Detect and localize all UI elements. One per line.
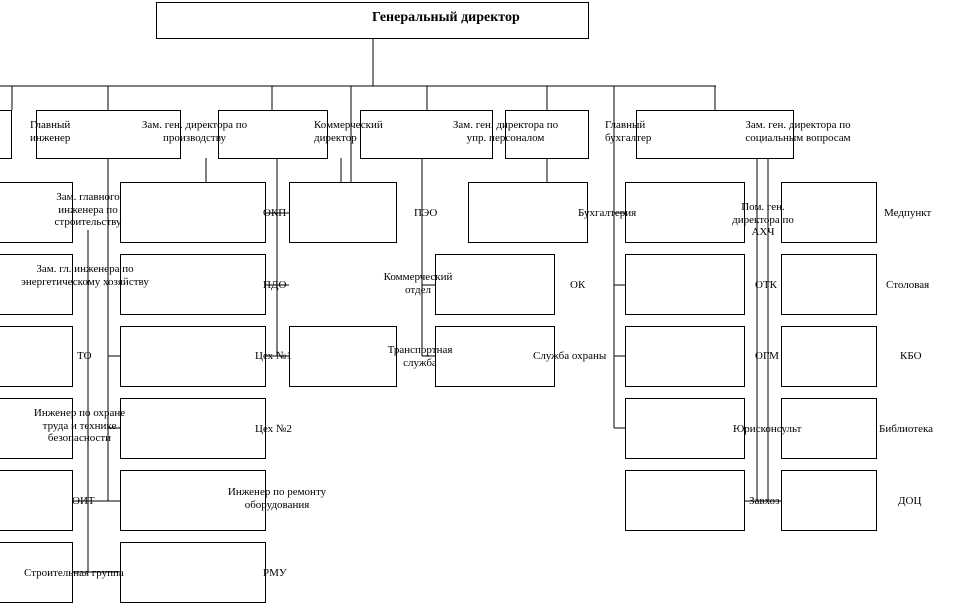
col5-label-1: Пом. ген. директора по АХЧ [732, 201, 794, 238]
col5-box-5 [625, 470, 745, 531]
col6-box-1 [781, 182, 877, 243]
col1-label-1: Зам. главного инженера по строительству [54, 191, 122, 228]
chief-accountant-label: Главный бухгалтер [605, 119, 652, 144]
deputy-production-label: Зам. ген. директора по производству [141, 119, 248, 144]
col4-box-1 [468, 182, 588, 243]
col2-label-2: ПДО [263, 279, 287, 291]
col4-box-2 [435, 254, 555, 315]
col1-label-5: ОИТ [72, 495, 95, 507]
col1-label-4: Инженер по охране труда и технике безопасности [33, 407, 126, 444]
col6-label-2: Столовая [886, 279, 930, 291]
col5-box-2 [625, 254, 745, 315]
deputy-management-label: Зам. ген. директора по упр. персоналом [452, 119, 559, 144]
chief-engineer-label: Главный инженер [30, 119, 71, 144]
col3-label-1: ПЭО [414, 207, 438, 219]
col2-box-1 [120, 182, 266, 243]
col2-box-6 [120, 542, 266, 603]
col5-box-3 [625, 326, 745, 387]
col5-label-2: ОТК [755, 279, 777, 291]
col2-box-3 [120, 326, 266, 387]
col2-box-4 [120, 398, 266, 459]
col6-label-3: КБО [900, 350, 922, 362]
commercial-director-label: Коммерческий директор [314, 119, 383, 144]
general-director-label: Генеральный директор [372, 10, 520, 25]
col1-box-3 [0, 326, 73, 387]
col4-label-1: Бухгалтерия [578, 207, 637, 219]
col5-label-5: Завхоз [749, 495, 780, 507]
col2-label-6: РМУ [263, 567, 287, 579]
col6-box-4 [781, 398, 877, 459]
col6-label-5: ДОЦ [898, 495, 922, 507]
col5-label-3: ОГМ [755, 350, 779, 362]
col3-box-1 [289, 182, 397, 243]
col6-box-5 [781, 470, 877, 531]
col1-label-2: Зам. гл. инженера по энергетическому хозяйству [21, 263, 149, 288]
col4-label-2: ОК [570, 279, 586, 291]
col2-label-4: Цех №2 [255, 423, 292, 435]
col6-box-2 [781, 254, 877, 315]
deputy-social-label: Зам. ген. директора по социальным вопросам [745, 119, 851, 144]
col3-label-3: Транспортная служба [387, 344, 453, 369]
col5-box-4 [625, 398, 745, 459]
col2-label-3: Цех №1 [255, 350, 292, 362]
left-edge-box [0, 110, 12, 159]
col2-label-5: Инженер по ремонту оборудования [227, 486, 327, 511]
col2-box-2 [120, 254, 266, 315]
col1-label-6: Строительная группа [24, 567, 124, 579]
col5-label-4: Юрисконсульт [733, 423, 802, 435]
col3-label-2: Коммерческий отдел [383, 271, 453, 296]
col1-label-3: ТО [77, 350, 92, 362]
col2-label-1: ОКП [263, 207, 287, 219]
col1-box-5 [0, 470, 73, 531]
col4-label-3: Служба охраны [533, 350, 607, 362]
col5-box-1 [625, 182, 745, 243]
col6-label-1: Медпункт [884, 207, 932, 219]
col6-label-4: Библиотека [879, 423, 934, 435]
col6-box-3 [781, 326, 877, 387]
